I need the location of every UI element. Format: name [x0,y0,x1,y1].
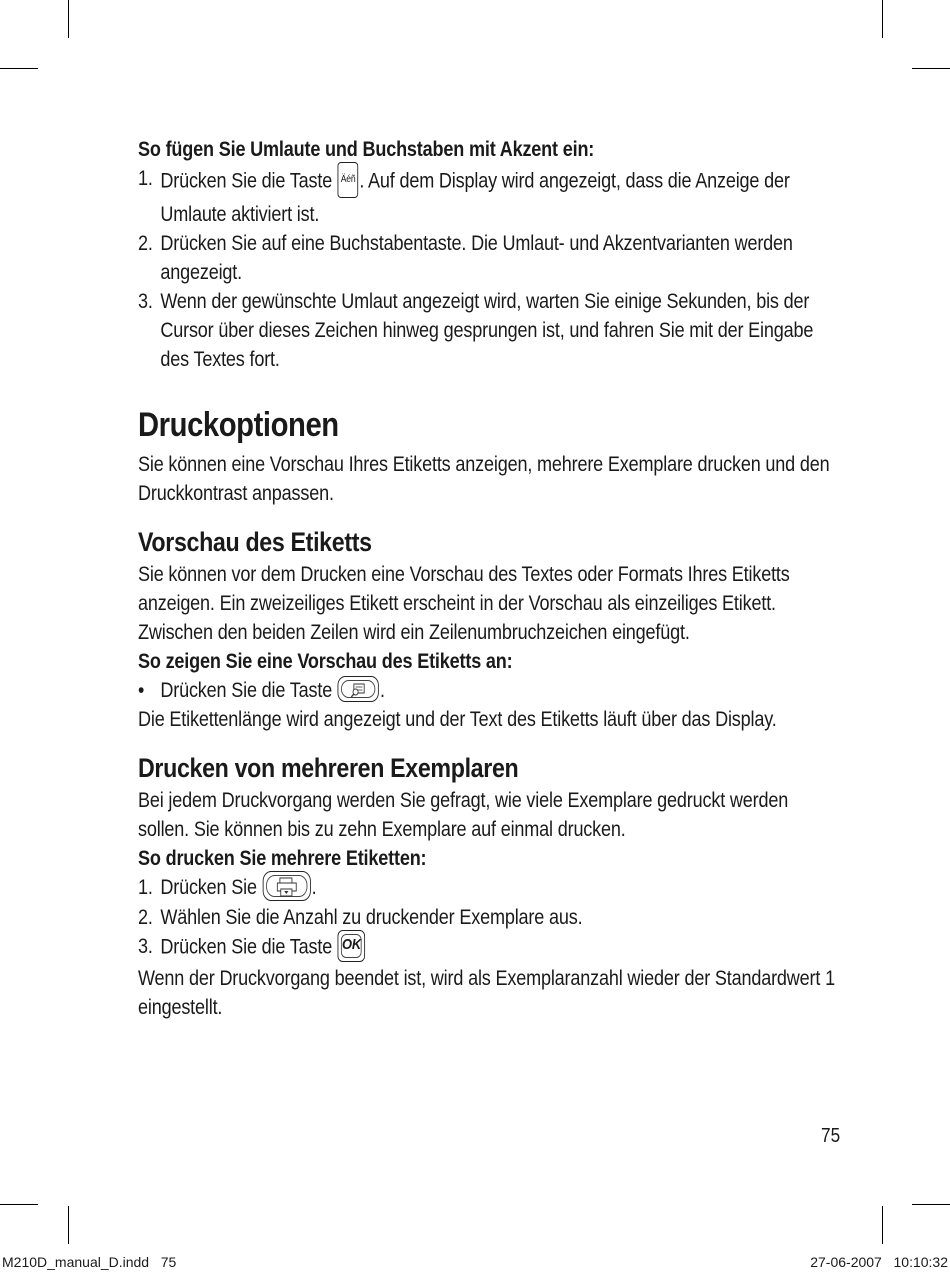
ok-key-inner [341,934,362,958]
step-text: Wählen Sie die Anzahl zu druckender Exemplare aus. [160,906,583,930]
step-text: . [311,876,317,899]
crop-mark [882,0,883,38]
bullet-text: Drücken Sie die Taste [160,679,333,702]
step-number: 1. [138,167,153,190]
mehrere-closing: Wenn der Druckvorgang beendet ist, wird als Exemplaranzahl wieder der Standardwert 1 eingestellt. [138,967,835,1020]
list-item [138,932,843,964]
vorschau-bullets [138,676,843,705]
crop-mark [912,1204,950,1205]
umlaut-steps [138,164,843,374]
list-item [138,229,843,287]
vorschau-after-text: Die Etikettenlänge wird angezeigt und der Text des Etiketts läuft über das Display. [138,708,777,731]
ok-key-label: OK [342,936,362,954]
accent-key-icon [338,162,359,198]
step-number: 3. [138,935,153,959]
druckoptionen-intro: Sie können eine Vorschau Ihres Etiketts anzeigen, mehrere Exemplare drucken und den Druckkontrast anpassen. [138,453,830,505]
ok-key-icon [338,930,366,962]
page-text-block [138,135,843,1022]
bullet-mark: • [138,679,145,702]
umlaut-heading: So fügen Sie Umlaute und Buchstaben mit Akzent ein: [138,138,595,161]
mehrere-subheading: So drucken Sie mehrere Etiketten: [138,847,427,870]
crop-mark [68,0,69,38]
list-item [138,676,843,705]
footer-timestamp: 27-06-2007 10:10:32 [810,1254,948,1270]
crop-mark [912,68,950,69]
preview-key-icon [338,676,379,702]
step-text: Drücken Sie die Taste [160,169,333,193]
vorschau-body: Sie können vor dem Drucken eine Vorschau des Textes oder Formats Ihres Etiketts anzeigen. Ein zweizeiliges Etikett erscheint in der Vorschau als einzeiliges Etikett. Zwischen den beiden Zeilen wird ein Zeilenumbruchzeichen eingefügt. [138,563,790,644]
mehrere-body: Bei jedem Druckvorgang werden Sie gefragt, wie viele Exemplare gedruckt werden sollen. Sie können bis zu zehn Exemplare auf einmal drucken. [138,789,789,841]
step-text: . Auf dem Display wird angezeigt, dass die Anzeige der Umlaute aktiviert ist. [160,169,790,226]
vorschau-subheading: So zeigen Sie eine Vorschau des Etiketts an: [138,650,513,673]
step-number: 2. [138,232,153,255]
bullet-text: . [379,679,385,702]
section-title-mehrere: Drucken von mehreren Exemplaren [138,753,519,783]
accent-key-label: Äéñ [340,174,356,185]
crop-mark [0,1204,38,1205]
step-number: 1. [138,876,153,899]
crop-mark [68,1206,69,1244]
section-title-vorschau: Vorschau des Etiketts [138,527,372,557]
list-item [138,287,843,374]
crop-mark [882,1206,883,1244]
step-text: Wenn der gewünschte Umlaut angezeigt wird, warten Sie einige Sekunden, bis der Cursor über dieses Zeichen hinweg gesprungen ist, und fahren Sie mit der Eingabe des Textes fort. [160,290,814,371]
footer-file-info: M210D_manual_D.indd 75 [2,1254,177,1270]
step-number: 3. [138,290,153,313]
page-number: 75 [821,1125,841,1147]
mehrere-steps [138,873,843,964]
page-content [138,135,843,1022]
list-item [138,903,843,932]
list-item [138,873,843,903]
printer-icon [263,871,311,901]
print-key-icon [263,871,311,901]
list-item [138,164,843,229]
step-text: Drücken Sie die Taste [160,936,333,959]
magnifier-icon [338,676,379,702]
crop-mark [0,68,38,69]
step-text: Drücken Sie auf eine Buchstabentaste. Die Umlaut- und Akzentvarianten werden angezeigt. [160,232,793,284]
section-title-druckoptionen: Druckoptionen [138,406,339,444]
step-number: 2. [138,906,153,930]
step-text: Drücken Sie [160,876,257,899]
